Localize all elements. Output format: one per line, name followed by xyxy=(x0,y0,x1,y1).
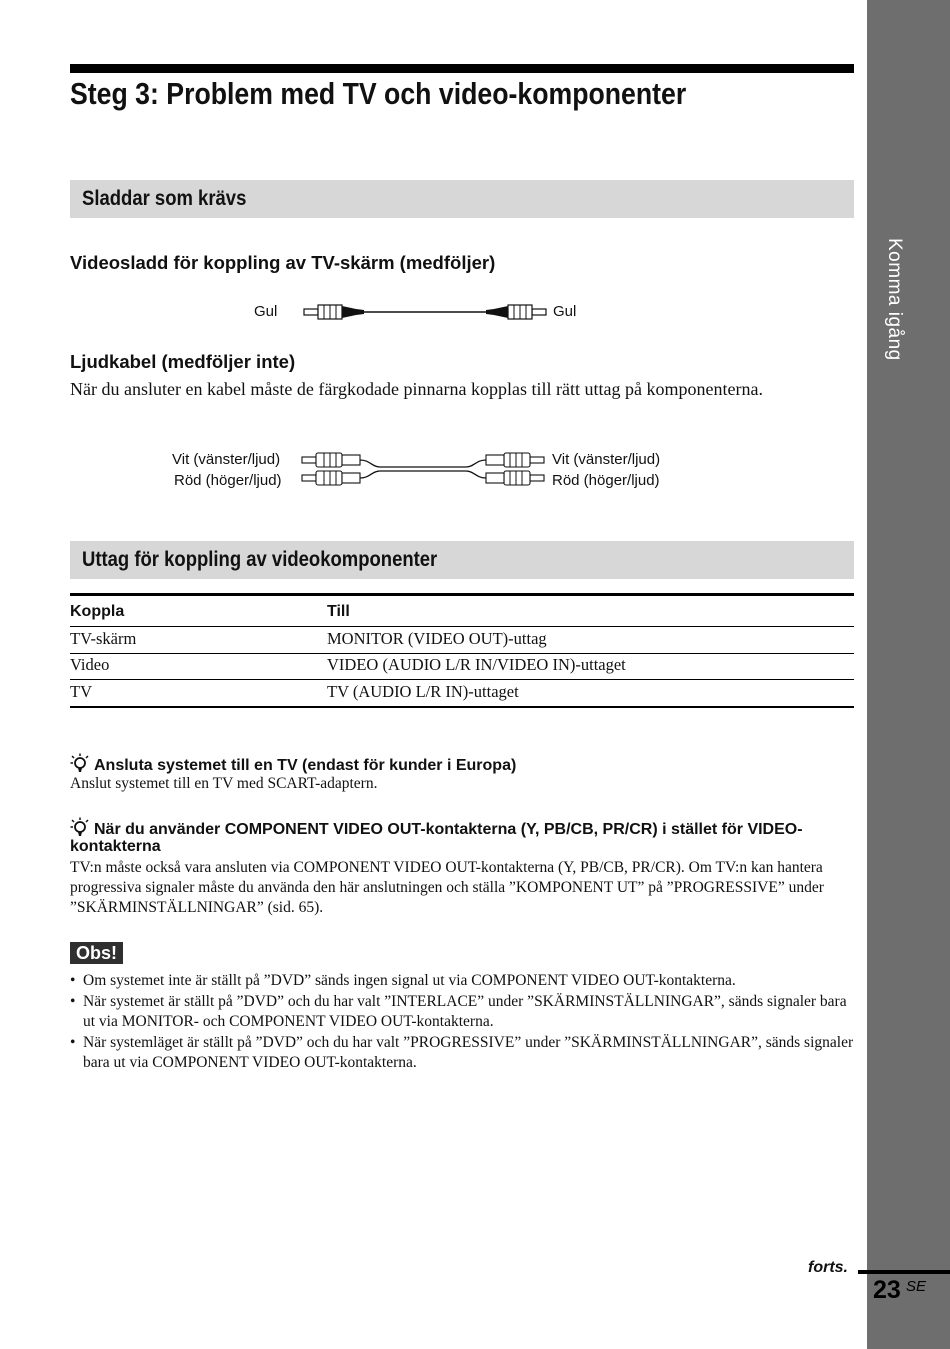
video-cable-left-label: Gul xyxy=(254,303,278,320)
section-heading-cables xyxy=(70,180,854,218)
audio-right-white-label: Vit (vänster/ljud) xyxy=(552,451,661,468)
table-cell: MONITOR (VIDEO OUT)-uttag xyxy=(327,629,547,648)
audio-cable-description: När du ansluter en kabel måste de färgkodade pinnarna kopplas till rätt uttag på komponenterna. xyxy=(70,379,763,399)
video-cable-title: Videosladd för koppling av TV-skärm (medföljer) xyxy=(70,252,496,273)
table-cell: TV-skärm xyxy=(70,629,137,648)
title-rule xyxy=(70,64,854,73)
table-rule xyxy=(70,679,854,680)
tip-heading-text: När du använder COMPONENT VIDEO OUT-kontakterna (Y, PB/CB, PR/CR) i stället för VIDEO- xyxy=(94,821,803,838)
list-item: • När systemläget är ställt på ”DVD” och du har valt ”PROGRESSIVE” under ”SKÄRMINSTÄLLNINGAR”, sänds signaler bara ut via COMPONENT VIDEO OUT-kontakterna. xyxy=(70,1033,854,1074)
notes-label: Obs! xyxy=(70,942,123,964)
table-header-connect: Koppla xyxy=(70,603,125,620)
table-cell: VIDEO (AUDIO L/R IN/VIDEO IN)-uttaget xyxy=(327,655,626,674)
table-top-rule xyxy=(70,593,854,596)
table-bottom-rule xyxy=(70,706,854,708)
table-rule xyxy=(70,626,854,627)
section-heading-cables-label: Sladdar som krävs xyxy=(82,187,247,210)
continued-rule xyxy=(858,1270,950,1274)
lightbulb-icon xyxy=(70,817,90,837)
lightbulb-icon xyxy=(70,753,90,773)
tip-heading xyxy=(70,753,516,775)
video-cable-icon xyxy=(300,300,550,324)
side-tab-label: Komma igång xyxy=(884,238,905,361)
continued-label: forts. xyxy=(808,1259,848,1276)
table-cell: Video xyxy=(70,655,110,674)
audio-cable-title: Ljudkabel (medföljer inte) xyxy=(70,351,296,372)
table-cell: TV xyxy=(70,682,92,701)
tip-body: TV:n måste också vara ansluten via COMPONENT VIDEO OUT-kontakterna (Y, PB/CB, PR/CR). Om TV:n kan hantera progressiva signaler måste du använda den här anslutningen och ställa ”KOMPONENT UT” på ”PROGRESSIVE” under ”SKÄRMINSTÄLLNINGAR” (sid. 65). xyxy=(70,859,824,916)
table-header-to: Till xyxy=(327,603,350,620)
page-title: Steg 3: Problem med TV och video-komponenter xyxy=(70,76,687,111)
tip-heading-continued: kontakterna xyxy=(70,838,161,855)
video-cable-right-label: Gul xyxy=(553,303,577,320)
page-number: 23 xyxy=(873,1276,901,1304)
audio-left-red-label: Röd (höger/ljud) xyxy=(174,472,282,489)
notes-list xyxy=(70,971,854,1074)
table-rule xyxy=(70,653,854,654)
audio-cable-icon xyxy=(298,450,548,490)
tip-body: Anslut systemet till en TV med SCART-adaptern. xyxy=(70,775,378,792)
page-suffix: SE xyxy=(906,1278,927,1295)
table-cell: TV (AUDIO L/R IN)-uttaget xyxy=(327,682,519,701)
audio-right-red-label: Röd (höger/ljud) xyxy=(552,472,660,489)
list-item: • När systemet är ställt på ”DVD” och du har valt ”INTERLACE” under ”SKÄRMINSTÄLLNINGAR”, sänds signaler bara ut via MONITOR- och COMPONENT VIDEO OUT-kontakterna. xyxy=(70,992,854,1033)
tip-heading xyxy=(70,817,803,839)
list-item: • Om systemet inte är ställt på ”DVD” sänds ingen signal ut via COMPONENT VIDEO OUT-kontakterna. xyxy=(70,971,854,992)
section-heading-video-jacks-label: Uttag för koppling av videokomponenter xyxy=(82,548,438,571)
side-tab xyxy=(867,0,950,1349)
section-heading-video-jacks xyxy=(70,541,854,579)
audio-left-white-label: Vit (vänster/ljud) xyxy=(172,451,281,468)
tip-heading-text: Ansluta systemet till en TV (endast för kunder i Europa) xyxy=(94,757,517,774)
